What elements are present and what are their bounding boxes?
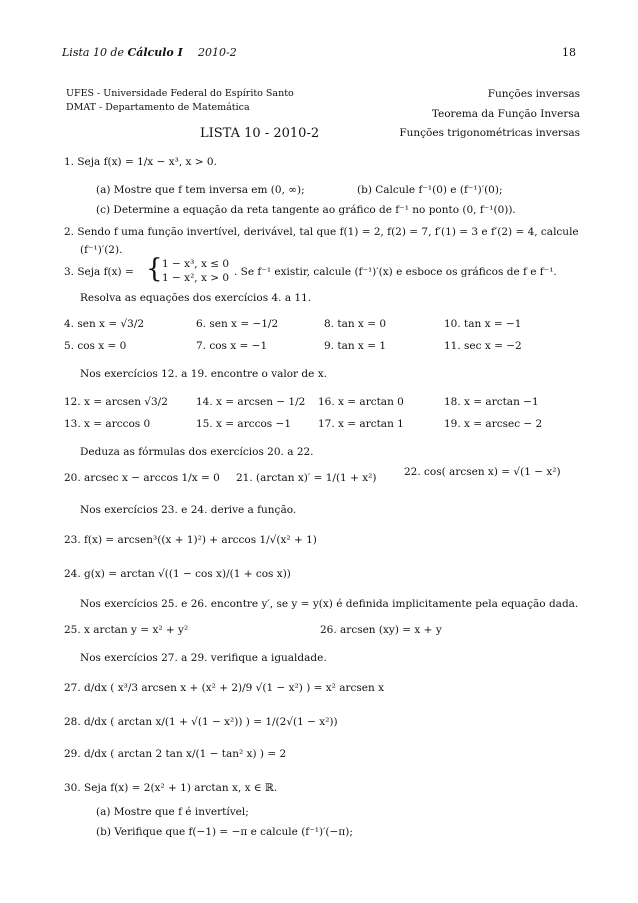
exercise-18: 18. x = arctan −1 <box>444 396 539 408</box>
exercise-22: 22. cos( arcsen x) = √(1 − x²) <box>404 466 561 478</box>
topic-1: Funções inversas <box>487 88 580 100</box>
intro-4-11: Resolva as equações dos exercícios 4. a 11. <box>80 292 312 304</box>
exercise-7: 7. cos x = −1 <box>196 340 268 352</box>
exercise-3-case-2: 1 − x², x > 0 <box>162 272 230 284</box>
exercise-23: 23. f(x) = arcsen³((x + 1)²) + arccos 1/√(x² + 1) <box>64 534 317 546</box>
intro-23-24: Nos exercícios 23. e 24. derive a função. <box>80 504 297 516</box>
header-course-name: Cálculo I <box>127 46 183 59</box>
exercise-15: 15. x = arccos −1 <box>196 418 291 430</box>
exercise-26: 26. arcsen (xy) = x + y <box>320 624 442 636</box>
exercise-11: 11. sec x = −2 <box>444 340 522 352</box>
exercise-20: 20. arcsec x − arccos 1/x = 0 <box>64 472 220 484</box>
intro-25-26: Nos exercícios 25. e 26. encontre y′, se y = y(x) é definida implicitamente pela equação dada. <box>80 598 579 610</box>
exercise-10: 10. tan x = −1 <box>444 318 522 330</box>
exercise-30a: (a) Mostre que f é invertível; <box>96 806 249 818</box>
exercise-1b: (b) Calcule f⁻¹(0) e (f⁻¹)′(0); <box>357 184 503 196</box>
exercise-17: 17. x = arctan 1 <box>318 418 404 430</box>
topic-3: Funções trigonométricas inversas <box>399 127 580 139</box>
exercise-6: 6. sen x = −1/2 <box>196 318 279 330</box>
exercise-2-line-2: (f⁻¹)′(2). <box>80 244 123 256</box>
exercise-3-case-1: 1 − x³, x ≤ 0 <box>162 258 230 270</box>
exercise-1: 1. Seja f(x) = 1/x − x³, x > 0. <box>64 156 217 168</box>
exercise-29: 29. d/dx ( arctan 2 tan x/(1 − tan² x) ) = 2 <box>64 748 287 760</box>
exercise-2-line-1: 2. Sendo f uma função invertível, derivável, tal que f(1) = 2, f(2) = 7, f′(1) = 3 e f′(2) = 4, calcule <box>64 226 579 238</box>
intro-20-22: Deduza as fórmulas dos exercícios 20. a 22. <box>80 446 314 458</box>
exercise-16: 16. x = arctan 0 <box>318 396 404 408</box>
topic-2: Teorema da Função Inversa <box>431 108 580 120</box>
exercise-21: 21. (arctan x)′ = 1/(1 + x²) <box>236 472 377 484</box>
brace-symbol: { <box>146 254 163 284</box>
exercise-27: 27. d/dx ( x³/3 arcsen x + (x² + 2)/9 √(1 − x²) ) = x² arcsen x <box>64 682 385 694</box>
exercise-9: 9. tan x = 1 <box>324 340 387 352</box>
exercise-24: 24. g(x) = arctan √((1 − cos x)/(1 + cos x)) <box>64 568 291 580</box>
exercise-4: 4. sen x = √3/2 <box>64 318 145 330</box>
exercise-1a: (a) Mostre que f tem inversa em (0, ∞); <box>96 184 305 196</box>
institution-line-2: DMAT - Departamento de Matemática <box>66 102 250 113</box>
page-title: LISTA 10 - 2010-2 <box>200 126 320 141</box>
running-header-left <box>62 46 183 59</box>
exercise-28: 28. d/dx ( arctan x/(1 + √(1 − x²)) ) = 1/(2√(1 − x²)) <box>64 716 338 728</box>
exercise-30b: (b) Verifique que f(−1) = −π e calcule (f⁻¹)′(−π); <box>96 826 353 838</box>
header-course-prefix: Lista 10 de <box>62 46 128 59</box>
intro-27-29: Nos exercícios 27. a 29. verifique a igualdade. <box>80 652 327 664</box>
page-number: 18 <box>562 46 576 59</box>
exercise-30: 30. Seja f(x) = 2(x² + 1) arctan x, x ∈ ℝ. <box>64 782 278 794</box>
exercise-13: 13. x = arccos 0 <box>64 418 151 430</box>
exercise-19: 19. x = arcsec − 2 <box>444 418 543 430</box>
exercise-8: 8. tan x = 0 <box>324 318 387 330</box>
intro-12-19: Nos exercícios 12. a 19. encontre o valor de x. <box>80 368 327 380</box>
exercise-3-suffix: . Se f⁻¹ existir, calcule (f⁻¹)′(x) e esboce os gráficos de f e f⁻¹. <box>234 266 557 278</box>
exercise-25: 25. x arctan y = x² + y² <box>64 624 189 636</box>
exercise-14: 14. x = arcsen − 1/2 <box>196 396 306 408</box>
exercise-12: 12. x = arcsen √3/2 <box>64 396 168 408</box>
exercise-3-prefix: 3. Seja f(x) = <box>64 266 134 278</box>
institution-line-1: UFES - Universidade Federal do Espírito Santo <box>66 88 294 99</box>
exercise-5: 5. cos x = 0 <box>64 340 127 352</box>
header-semester: 2010-2 <box>198 46 237 59</box>
exercise-1c: (c) Determine a equação da reta tangente ao gráfico de f⁻¹ no ponto (0, f⁻¹(0)). <box>96 204 516 216</box>
